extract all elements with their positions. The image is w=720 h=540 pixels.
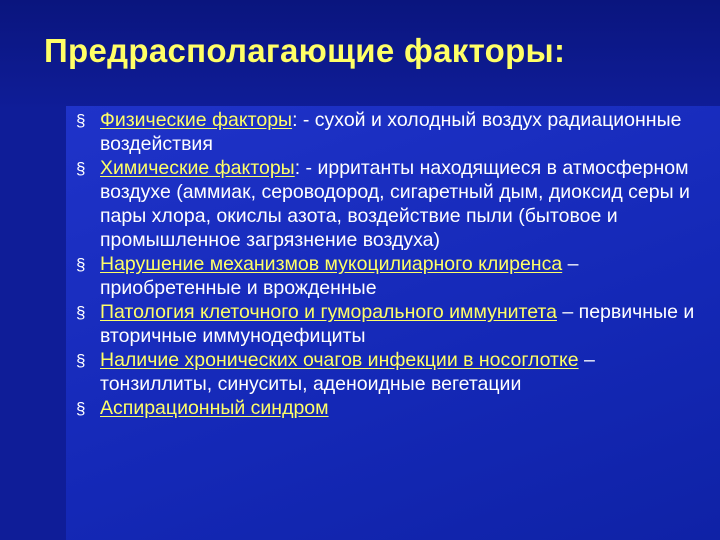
list-item-mucociliary <box>76 252 706 300</box>
square-bullet-icon: § <box>76 303 86 322</box>
list-item-immunity <box>76 300 706 348</box>
list-item-aspiration <box>76 396 706 420</box>
item-term[interactable]: Химические факторы <box>100 157 295 179</box>
item-term[interactable]: Физические факторы <box>100 109 293 131</box>
list-item-chemical <box>76 156 706 252</box>
item-text: – тонзиллиты, синуситы, аденоидные вегетации <box>100 349 595 395</box>
item-term[interactable]: Наличие хронических очагов инфекции в носоглотке <box>100 349 579 371</box>
item-text: – приобретенные и врожденные <box>100 253 579 299</box>
square-bullet-icon: § <box>76 255 86 274</box>
item-text: – первичные и вторичные иммунодефициты <box>100 301 695 347</box>
item-term[interactable]: Нарушение механизмов мукоцилиарного клиренса <box>100 253 563 275</box>
list-item-infection <box>76 348 706 396</box>
square-bullet-icon: § <box>76 111 86 130</box>
left-accent-strip <box>0 110 66 540</box>
slide-title: Предрасполагающие факторы: <box>44 32 566 69</box>
square-bullet-icon: § <box>76 159 86 178</box>
square-bullet-icon: § <box>76 351 86 370</box>
square-bullet-icon: § <box>76 399 86 418</box>
factor-list <box>76 108 706 420</box>
item-term[interactable]: Аспирационный синдром <box>100 397 329 419</box>
item-term[interactable]: Патология клеточного и гуморального иммунитета <box>100 301 557 323</box>
item-text: : - сухой и холодный воздух радиационные воздействия <box>100 109 682 155</box>
list-item-physical <box>76 108 706 156</box>
item-text: : - ирританты находящиеся в атмосферном воздухе (аммиак, сероводород, сигаретный дым, диоксид серы и пары хлора, окислы азота, воздействие пыли (бытовое и промышленное загрязнение воздуха) <box>100 157 690 251</box>
